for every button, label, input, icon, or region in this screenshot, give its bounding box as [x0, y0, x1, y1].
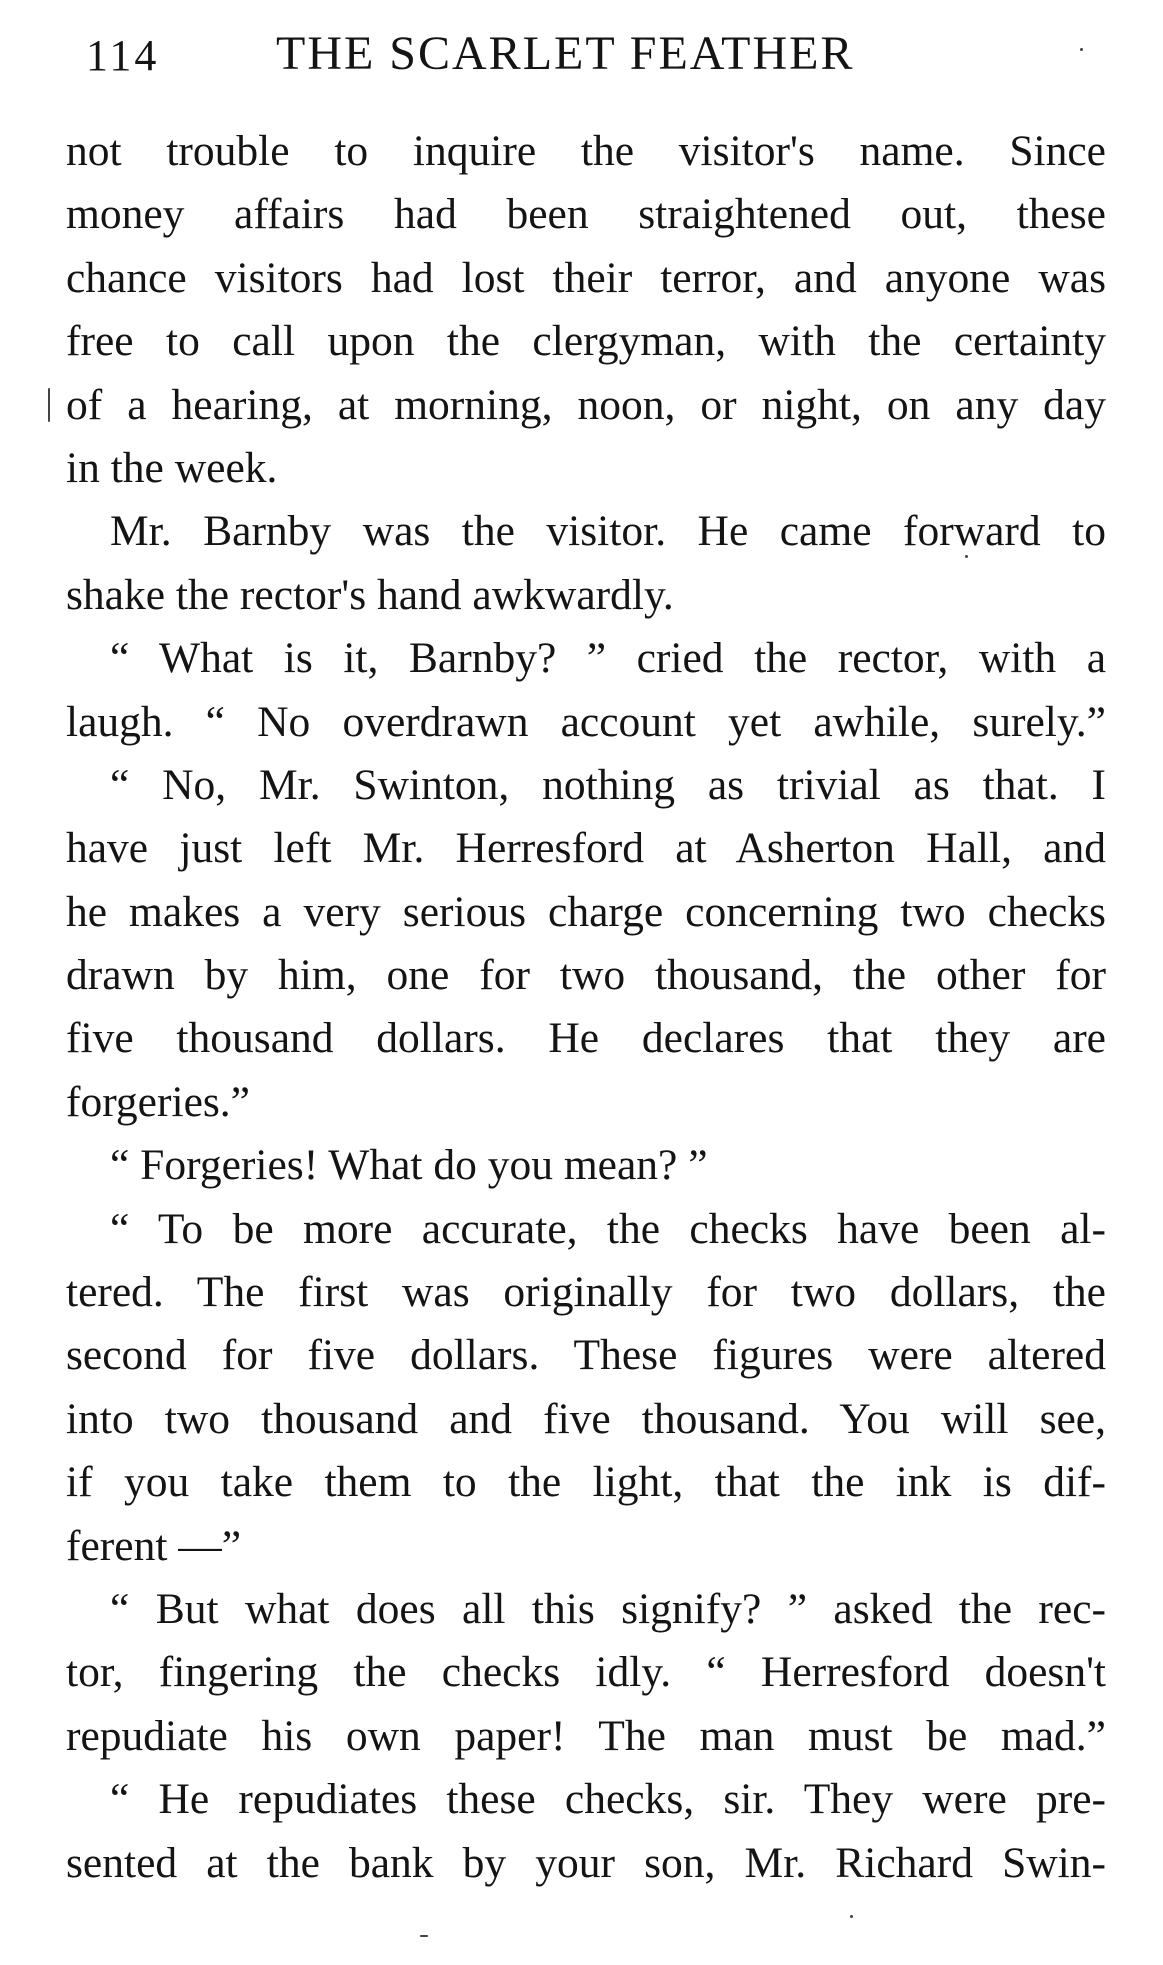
- text-line: drawn by him, one for two thousand, the other for: [66, 951, 1106, 1000]
- text-line: five thousand dollars. He declares that they are: [66, 1014, 1106, 1063]
- text-line: “ To be more accurate, the checks have been al-: [110, 1204, 1106, 1253]
- print-speck: [420, 1935, 428, 1937]
- page-number: 114: [86, 31, 160, 80]
- text-line: shake the rector's hand awkwardly.: [66, 570, 674, 619]
- text-line: if you take them to the light, that the ink is dif-: [66, 1458, 1106, 1507]
- text-line: “ What is it, Barnby? ” cried the rector, with a: [110, 634, 1106, 683]
- text-line: “ Forgeries! What do you mean? ”: [110, 1141, 708, 1190]
- book-title: THE SCARLET FEATHER: [276, 27, 855, 80]
- text-line: free to call upon the clergyman, with the certainty: [66, 317, 1106, 366]
- text-line: have just left Mr. Herresford at Asherton Hall, and: [66, 824, 1106, 873]
- text-line: money affairs had been straightened out, these: [66, 190, 1106, 239]
- text-line: laugh. “ No overdrawn account yet awhile, surely.”: [66, 697, 1106, 746]
- text-line: tor, fingering the checks idly. “ Herresford doesn't: [66, 1648, 1106, 1697]
- text-line: “ No, Mr. Swinton, nothing as trivial as that. I: [110, 760, 1106, 809]
- running-head: [76, 26, 1087, 88]
- text-line: “ He repudiates these checks, sir. They were pre-: [110, 1775, 1106, 1824]
- print-speck: [850, 1915, 853, 1918]
- text-line: of a hearing, at morning, noon, or night, on any day: [66, 380, 1106, 429]
- text-line: chance visitors had lost their terror, and anyone was: [66, 253, 1106, 302]
- text-line: not trouble to inquire the visitor's name. Since: [66, 127, 1106, 175]
- text-line: Mr. Barnby was the visitor. He came forward to: [110, 507, 1106, 556]
- print-speck: [965, 555, 968, 558]
- text-line: tered. The first was originally for two dollars, the: [66, 1268, 1106, 1317]
- body-text: [66, 120, 1106, 1895]
- text-line: second for five dollars. These figures were altered: [66, 1331, 1106, 1380]
- text-line: “ But what does all this signify? ” asked the rec-: [110, 1584, 1106, 1633]
- text-line: sented at the bank by your son, Mr. Richard Swin-: [66, 1838, 1106, 1887]
- text-line: he makes a very serious charge concerning two checks: [66, 887, 1106, 936]
- text-line: forgeries.”: [66, 1077, 250, 1126]
- text-line: in the week.: [66, 443, 278, 492]
- print-speck: [1080, 48, 1083, 51]
- print-speck: [48, 388, 50, 422]
- text-line: into two thousand and five thousand. You will see,: [66, 1394, 1106, 1443]
- text-line: ferent —”: [66, 1521, 242, 1570]
- text-line: repudiate his own paper! The man must be mad.”: [66, 1711, 1106, 1760]
